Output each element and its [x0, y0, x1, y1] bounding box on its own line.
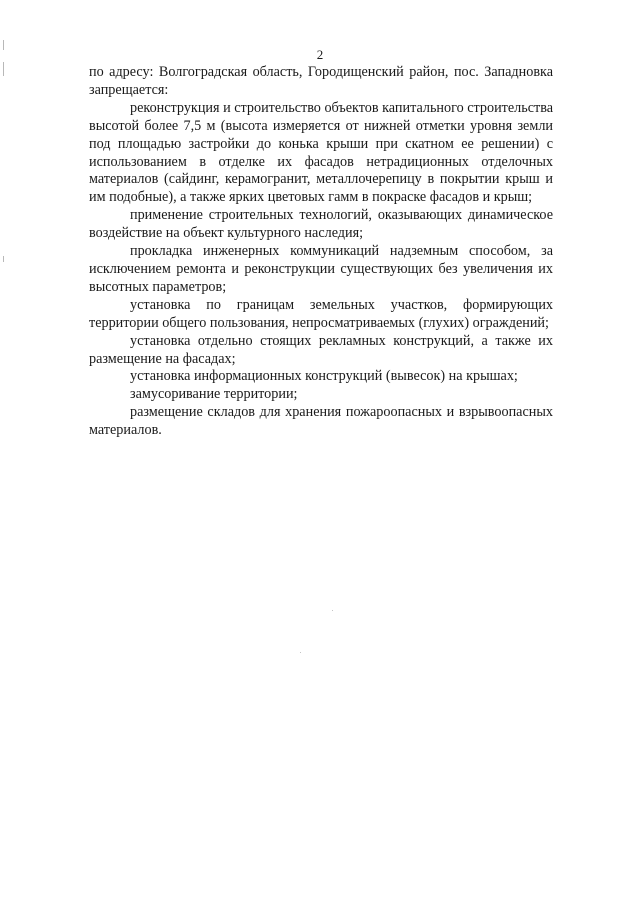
prohibition-item-advertising: установка отдельно стоящих рекламных конструкций, а также их размещение на фасадах; — [89, 332, 553, 367]
prohibition-item-littering: замусоривание территории; — [130, 386, 298, 403]
scan-speck-1 — [332, 610, 333, 611]
prohibition-item-construction-technologies: применение строительных технологий, оказывающих динамическое воздействие на объект культурного наследия; — [89, 207, 553, 242]
intro-paragraph: по адресу: Волгоградская область, Городищенский район, пос. Западновка запрещается: — [89, 64, 553, 98]
prohibition-item-warehouses: размещение складов для хранения пожароопасных и взрывоопасных материалов. — [89, 404, 553, 439]
document-body — [89, 64, 553, 440]
prohibition-item-roof-signs: установка информационных конструкций (вывесок) на крышах; — [130, 368, 518, 385]
scan-speck-2 — [300, 652, 301, 653]
prohibition-item-reconstruction: реконструкция и строительство объектов капитального строительства высотой более 7,5 м (высота измеряется от нижней отметки уровня земли под площадью застройки до конька крыши при скатном ее решении) с использованием в отделке их фасадов нетрадиционных отделочных материалов (сайдинг, керамогранит, металлочерепицу в покрытии крыш и им подобные), а также ярких цветовых гамм в покраске фасадов и крыш; — [89, 99, 554, 206]
prohibition-item-utilities: прокладка инженерных коммуникаций надземным способом, за исключением ремонта и реконструкции существующих без увеличения их высотных параметров; — [89, 243, 553, 295]
scan-margin-mark-3 — [3, 256, 4, 262]
page-number: 2 — [316, 47, 324, 62]
scan-margin-mark-2 — [3, 62, 4, 76]
prohibition-item-fences: установка по границам земельных участков, формирующих территории общего пользования, непросматриваемых (глухих) ограждений; — [89, 296, 553, 331]
